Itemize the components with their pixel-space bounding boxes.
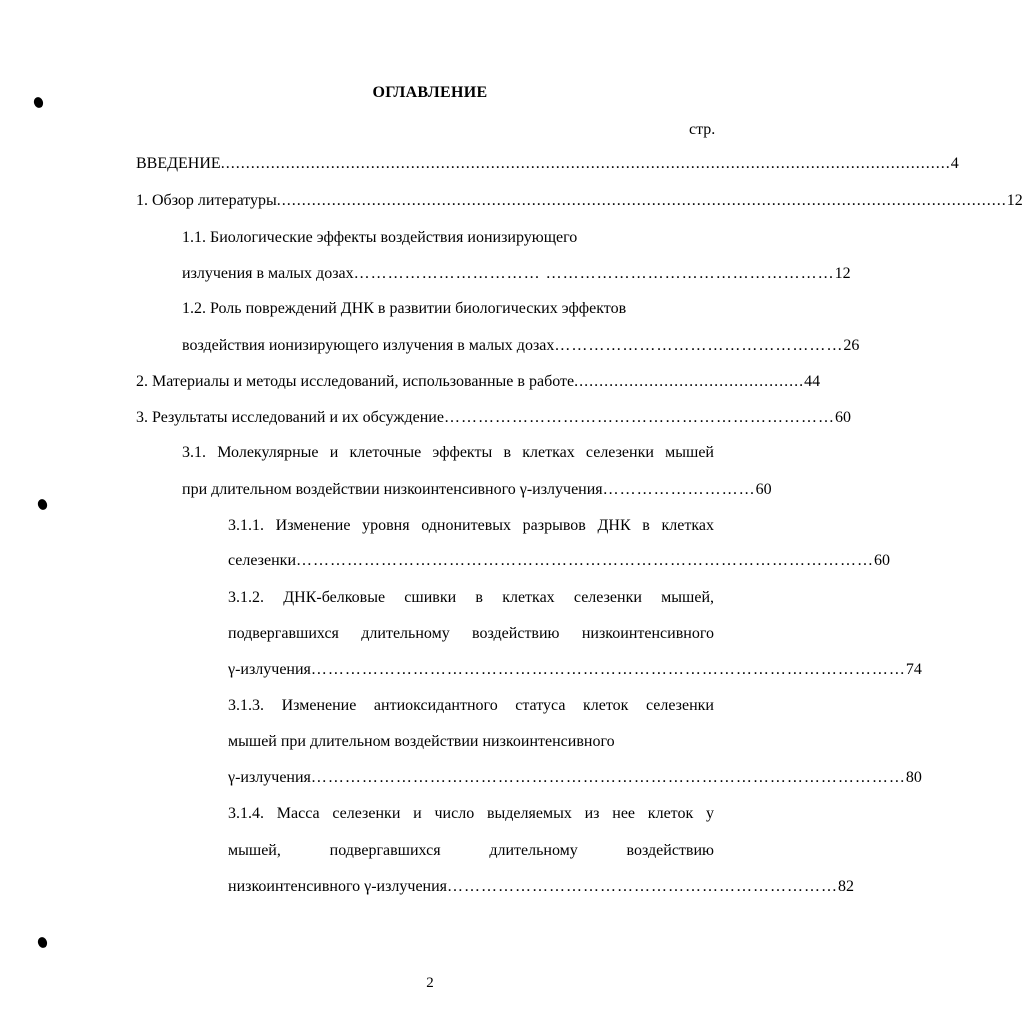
- dot-leader: ……………………………………………………………………………………………: [310, 769, 906, 786]
- toc-entry-1: [136, 192, 1023, 210]
- toc-entry-3-1-line2: [182, 481, 772, 499]
- toc-entry-3-1-4-line1: 3.1.4. Масса селезенки и число выделяемых из нее клеток у: [228, 805, 714, 822]
- entry-title: низкоинтенсивного γ-излучения: [228, 878, 448, 895]
- entry-title: селезенки: [228, 552, 296, 569]
- dot-leader: ..................................................................................................................................................: [276, 192, 1007, 209]
- entry-page: 60: [755, 481, 772, 498]
- toc-entry-3-1-3-line2: мышей при длительном воздействии низкоинтенсивного: [228, 733, 615, 750]
- entry-page: 26: [843, 337, 860, 354]
- entry-title: излучения в малых дозах: [182, 265, 354, 282]
- dot-leader: ..................................................................................................................................................: [220, 155, 951, 172]
- entry-title: воздействия ионизирующего излучения в малых дозах: [182, 337, 555, 354]
- entry-page: 4: [950, 155, 959, 172]
- toc-entry-3-1-2-line2: подвергавшихся длительному воздействию низкоинтенсивного: [228, 625, 714, 642]
- toc-entry-2: [136, 373, 821, 391]
- entry-page: 74: [905, 661, 922, 678]
- toc-entry-3: [136, 409, 851, 427]
- dot-leader: ……………………………………………: [554, 337, 844, 354]
- page-column-label: стр.: [689, 121, 716, 138]
- entry-page: 44: [804, 373, 821, 390]
- entry-page: 82: [838, 878, 855, 895]
- entry-title: γ-излучения: [228, 769, 311, 786]
- toc-entry-introduction: [136, 155, 959, 173]
- toc-entry-1-1-line2: [182, 265, 851, 283]
- toc-entry-3-1-4-line2: мышей, подвергавшихся длительному воздействию: [228, 842, 714, 859]
- dot-leader: ……………………………………………………………: [447, 878, 839, 895]
- toc-entry-1-2-line2: [182, 337, 860, 355]
- toc-entry-3-1-2-line1: 3.1.2. ДНК-белковые сшивки в клетках селезенки мышей,: [228, 589, 714, 606]
- dot-leader: ..............................................: [574, 373, 805, 390]
- toc-title: ОГЛАВЛЕНИЕ: [372, 84, 488, 101]
- dot-leader: ……………………………………………………………………………………………: [310, 661, 906, 678]
- binding-hole-mark-bottom: [36, 936, 48, 949]
- dot-leader: …………………………………………………………………………………………: [296, 552, 874, 569]
- entry-title: γ-излучения: [228, 661, 311, 678]
- entry-page: 60: [834, 409, 851, 426]
- entry-title: 1. Обзор литературы: [136, 192, 277, 209]
- entry-page: 12: [834, 265, 851, 282]
- toc-entry-3-1-3-line3: [228, 769, 922, 787]
- entry-title: 2. Материалы и методы исследований, использованные в работе: [136, 373, 575, 390]
- binding-hole-mark-middle: [36, 498, 48, 511]
- dot-leader: ……………………………………………………………: [443, 409, 835, 426]
- entry-title: при длительном воздействии низкоинтенсивного γ-излучения: [182, 481, 603, 498]
- toc-entry-3-1-3-line1: 3.1.3. Изменение антиоксидантного статуса клеток селезенки: [228, 697, 714, 714]
- dot-leader: ………………………: [602, 481, 756, 498]
- entry-title: 3. Результаты исследований и их обсуждение: [136, 409, 444, 426]
- toc-entry-3-1-1-line1: 3.1.1. Изменение уровня однонитевых разрывов ДНК в клетках: [228, 517, 714, 534]
- page-number: 2: [426, 975, 434, 991]
- entry-page: 60: [874, 552, 890, 569]
- entry-title: ВВЕДЕНИЕ: [136, 155, 221, 172]
- toc-entry-3-1-1-line2: [228, 552, 890, 570]
- toc-entry-3-1-line1: 3.1. Молекулярные и клеточные эффекты в клетках селезенки мышей: [182, 444, 714, 461]
- toc-entry-3-1-2-line3: [228, 661, 922, 679]
- entry-page: 12: [1006, 192, 1023, 209]
- toc-entry-3-1-4-line3: [228, 878, 855, 896]
- toc-entry-1-1-line1: 1.1. Биологические эффекты воздействия ионизирующего: [182, 229, 578, 246]
- toc-entry-1-2-line1: 1.2. Роль повреждений ДНК в развитии биологических эффектов: [182, 300, 627, 317]
- dot-leader: …………………………… ……………………………………………: [353, 265, 835, 282]
- entry-page: 80: [905, 769, 922, 786]
